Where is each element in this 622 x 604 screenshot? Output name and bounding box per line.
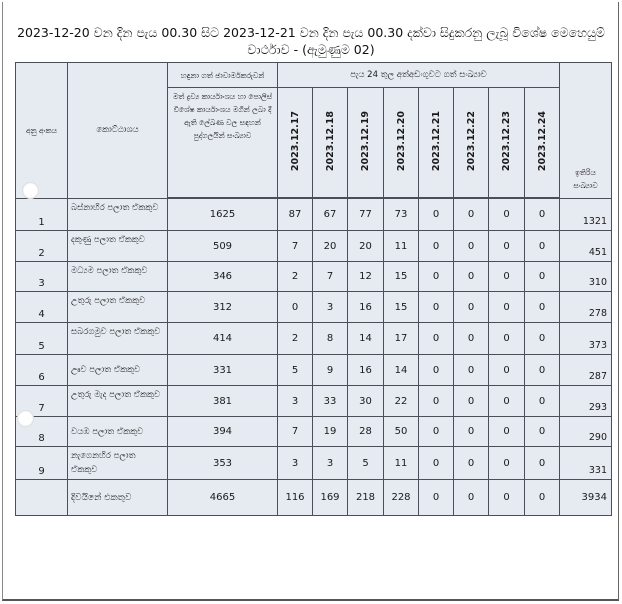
daily-arrest-count: 22	[384, 386, 419, 417]
daily-arrest-count: 0	[525, 447, 560, 480]
total-label: දිවයිනේ එකතුව	[68, 480, 168, 516]
table-row	[16, 292, 612, 323]
total-remaining: 3934	[560, 480, 612, 516]
daily-arrest-count: 0	[525, 292, 560, 323]
identified-count: 331	[168, 355, 278, 386]
daily-arrest-count: 0	[525, 386, 560, 417]
daily-arrest-count: 0	[278, 292, 313, 323]
date-label: 2023.12.19	[360, 110, 371, 172]
total-daily-count: 169	[313, 480, 348, 516]
header-identified-detail: මත් ද්‍රව්‍ය කාර්යාංශය හා පොලිස් විශේෂ කාර්යාංශය මගින් ලබා දී ඇති ලේඛණ වල සඳහන් පුද්ගලයින් සංඛ්‍යාව	[168, 88, 278, 198]
daily-arrest-count: 0	[454, 355, 489, 386]
daily-arrest-count: 0	[525, 417, 560, 447]
daily-arrest-count: 3	[278, 386, 313, 417]
remaining-count: 310	[560, 262, 612, 292]
remaining-count: 290	[560, 417, 612, 447]
daily-arrest-count: 0	[525, 355, 560, 386]
daily-arrest-count: 0	[454, 417, 489, 447]
daily-arrest-count: 0	[419, 355, 454, 386]
daily-arrest-count: 0	[525, 231, 560, 262]
header-date	[419, 88, 454, 198]
table-row	[16, 355, 612, 386]
total-row	[16, 480, 612, 516]
total-daily-count: 116	[278, 480, 313, 516]
daily-arrest-count: 0	[454, 292, 489, 323]
header-date	[278, 88, 313, 198]
header-date	[525, 88, 560, 198]
remaining-count: 1321	[560, 199, 612, 231]
identified-count: 353	[168, 447, 278, 480]
row-number: 9	[16, 447, 68, 480]
row-number: 7	[16, 386, 68, 417]
title-line-1: 2023-12-20 වන දින පැය 00.30 සිට 2023-12-21 වන දින පැය 00.30 දක්වා සිදුකරනු ලැබූ විශේෂ මෙහෙයුම්	[17, 25, 605, 40]
daily-arrest-count: 87	[278, 199, 313, 231]
daily-arrest-count: 0	[489, 355, 525, 386]
daily-arrest-count: 12	[348, 262, 384, 292]
daily-arrest-count: 0	[525, 199, 560, 231]
daily-arrest-count: 0	[454, 231, 489, 262]
remaining-count: 293	[560, 386, 612, 417]
title-line-2: වාර්ථාව - (ඇමුණුම 02)	[247, 42, 375, 57]
daily-arrest-count: 2	[278, 323, 313, 355]
daily-arrest-count: 0	[454, 323, 489, 355]
daily-arrest-count: 0	[489, 231, 525, 262]
daily-arrest-count: 5	[348, 447, 384, 480]
daily-arrest-count: 0	[419, 323, 454, 355]
identified-count: 1625	[168, 199, 278, 231]
daily-arrest-count: 73	[384, 199, 419, 231]
date-label: 2023.12.23	[501, 110, 512, 172]
daily-arrest-count: 0	[454, 447, 489, 480]
daily-arrest-count: 28	[348, 417, 384, 447]
daily-arrest-count: 30	[348, 386, 384, 417]
table-row	[16, 231, 612, 262]
daily-arrest-count: 5	[278, 355, 313, 386]
table-row	[16, 199, 612, 231]
daily-arrest-count: 0	[419, 417, 454, 447]
row-number: 1	[16, 199, 68, 231]
daily-arrest-count: 7	[278, 417, 313, 447]
header-date	[489, 88, 525, 198]
row-number: 8	[16, 417, 68, 447]
daily-arrest-count: 0	[525, 323, 560, 355]
daily-arrest-count: 11	[384, 447, 419, 480]
total-daily-count: 0	[454, 480, 489, 516]
daily-arrest-count: 3	[313, 447, 348, 480]
daily-arrest-count: 0	[489, 262, 525, 292]
identified-count: 381	[168, 386, 278, 417]
identified-count: 394	[168, 417, 278, 447]
daily-arrest-count: 0	[419, 231, 454, 262]
header-remaining: ඉතිරිය සංඛ්‍යාව	[560, 63, 612, 199]
header-division: කොට්ඨාශය	[68, 63, 168, 199]
division-name: බස්නාහිර පලාත ඒකකුව	[68, 199, 168, 231]
daily-arrest-count: 67	[313, 199, 348, 231]
daily-arrest-count: 0	[419, 447, 454, 480]
total-daily-count: 218	[348, 480, 384, 516]
date-label: 2023.12.22	[465, 110, 477, 172]
daily-arrest-count: 7	[278, 231, 313, 262]
document-title	[8, 24, 614, 58]
daily-arrest-count: 0	[419, 386, 454, 417]
header-period: පැය 24 තුල අත්අඩංගුවට ගත් සංඛ්‍යාව	[278, 63, 560, 88]
daily-arrest-count: 0	[419, 262, 454, 292]
daily-arrest-count: 19	[313, 417, 348, 447]
daily-arrest-count: 0	[454, 262, 489, 292]
header-date	[348, 88, 384, 198]
daily-arrest-count: 0	[489, 323, 525, 355]
table-row	[16, 386, 612, 417]
daily-arrest-count: 2	[278, 262, 313, 292]
row-number: 3	[16, 262, 68, 292]
daily-arrest-count: 3	[313, 292, 348, 323]
division-name: නැගෙනහිර පලාත ඒකකුව	[68, 447, 168, 480]
punch-hole-top	[22, 182, 39, 199]
daily-arrest-count: 3	[278, 447, 313, 480]
table-row	[16, 262, 612, 292]
daily-arrest-count: 0	[489, 386, 525, 417]
division-name: වයඹ පලාත ඒකකුව	[68, 417, 168, 447]
date-label: 2023.12.18	[324, 110, 336, 172]
daily-arrest-count: 50	[384, 417, 419, 447]
daily-arrest-count: 14	[384, 355, 419, 386]
total-row-number	[16, 480, 68, 516]
table-row	[16, 447, 612, 480]
total-daily-count: 0	[419, 480, 454, 516]
table-row	[16, 323, 612, 355]
header-identified-group: හඳුනා ගත් ඡාවාර්මකරුවන්	[168, 63, 278, 88]
division-name: උතුරු මැද පලාත ඒකකුව	[68, 386, 168, 417]
remaining-count: 451	[560, 231, 612, 262]
date-label: 2023.12.17	[289, 110, 301, 172]
identified-count: 509	[168, 231, 278, 262]
table-row	[16, 417, 612, 447]
division-name: දකුණු පලාත ඒකකුව	[68, 231, 168, 262]
row-number: 4	[16, 292, 68, 323]
daily-arrest-count: 77	[348, 199, 384, 231]
daily-arrest-count: 0	[489, 199, 525, 231]
date-label: 2023.12.24	[536, 110, 548, 172]
daily-arrest-count: 17	[384, 323, 419, 355]
date-label: 2023.12.21	[430, 110, 442, 172]
header-date	[454, 88, 489, 198]
remaining-count: 287	[560, 355, 612, 386]
daily-arrest-count: 14	[348, 323, 384, 355]
remaining-count: 278	[560, 292, 612, 323]
daily-arrest-count: 0	[419, 199, 454, 231]
daily-arrest-count: 0	[489, 447, 525, 480]
date-label: 2023.12.20	[395, 110, 407, 172]
division-name: ඌව පලාත ඒකකුව	[68, 355, 168, 386]
division-name: උතුරු පලාත ඒකකුව	[68, 292, 168, 323]
division-name: සබරගමුව පලාත ඒකකුව	[68, 323, 168, 355]
remaining-count: 373	[560, 323, 612, 355]
header-serial: අනු අංකය	[16, 63, 68, 199]
daily-arrest-count: 11	[384, 231, 419, 262]
identified-count: 312	[168, 292, 278, 323]
punch-hole-bottom	[17, 410, 34, 427]
row-number: 6	[16, 355, 68, 386]
header-date	[313, 88, 348, 198]
identified-count: 346	[168, 262, 278, 292]
daily-arrest-count: 16	[348, 292, 384, 323]
daily-arrest-count: 20	[348, 231, 384, 262]
daily-arrest-count: 0	[525, 262, 560, 292]
daily-arrest-count: 0	[489, 292, 525, 323]
total-identified: 4665	[168, 480, 278, 516]
total-daily-count: 0	[489, 480, 525, 516]
daily-arrest-count: 7	[313, 262, 348, 292]
daily-arrest-count: 16	[348, 355, 384, 386]
identified-count: 414	[168, 323, 278, 355]
row-number: 2	[16, 231, 68, 262]
operations-table	[15, 62, 612, 516]
daily-arrest-count: 15	[384, 292, 419, 323]
daily-arrest-count: 33	[313, 386, 348, 417]
header-date	[384, 88, 419, 198]
division-name: මධ්‍යම පලාත ඒකකුව	[68, 262, 168, 292]
daily-arrest-count: 8	[313, 323, 348, 355]
daily-arrest-count: 0	[489, 417, 525, 447]
remaining-count: 331	[560, 447, 612, 480]
daily-arrest-count: 20	[313, 231, 348, 262]
daily-arrest-count: 9	[313, 355, 348, 386]
row-number: 5	[16, 323, 68, 355]
daily-arrest-count: 0	[419, 292, 454, 323]
daily-arrest-count: 0	[454, 199, 489, 231]
daily-arrest-count: 15	[384, 262, 419, 292]
total-daily-count: 0	[525, 480, 560, 516]
total-daily-count: 228	[384, 480, 419, 516]
daily-arrest-count: 0	[454, 386, 489, 417]
